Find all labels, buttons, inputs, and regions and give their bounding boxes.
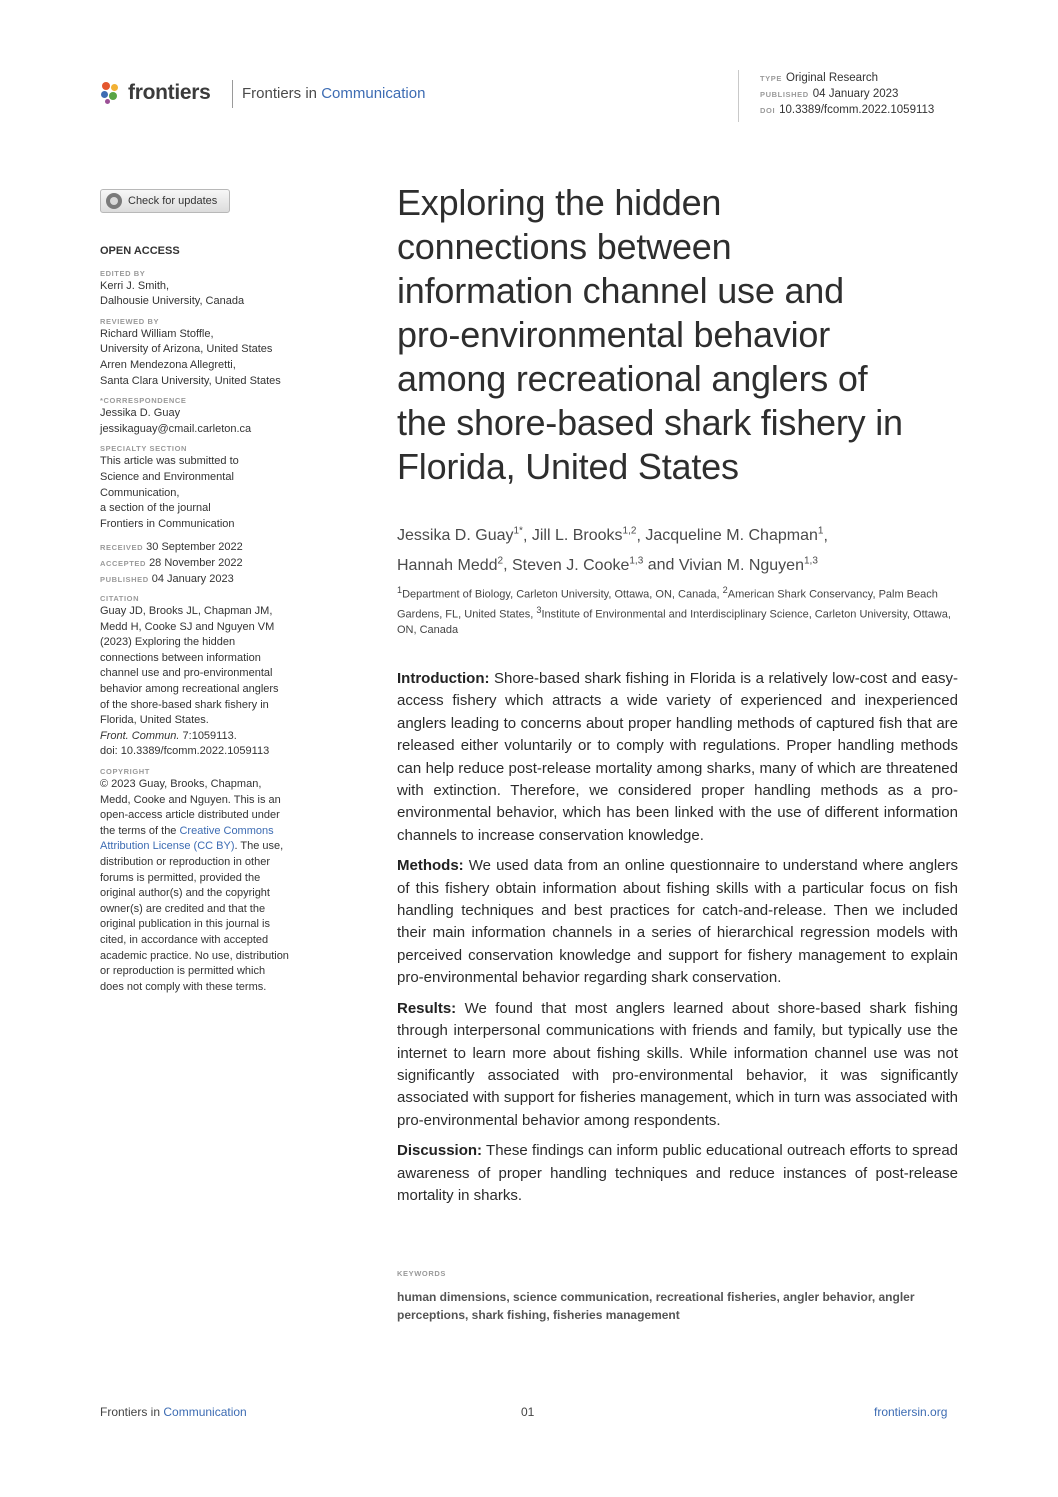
footer-journal-name[interactable]: Frontiers in Communication (100, 1405, 247, 1419)
copyright: © 2023 Guay, Brooks, Chapman, Medd, Cooke and Nguyen. This is an open-access article distributed under the terms of the Creative Commons Attribution License (CC BY). The use, distribution or reproduction in other forums is permitted, provided the original author(s) and the copyright owner(s) are credited and that the original publication in this journal is cited, in accordance with accepted academic practice. No use, distribution or reproduction is permitted which does not comply with these terms. (100, 778, 289, 993)
abstract-discussion: Discussion: These findings can inform public educational outreach efforts to spread awareness of proper handling techniques and reduce instances of post-release mortality in sharks. (397, 1142, 958, 1204)
footer-site-link[interactable]: frontiersin.org (874, 1405, 948, 1419)
article-dates: RECEIVED 30 September 2022 ACCEPTED 28 November 2022 PUBLISHED 04 January 2023 (100, 541, 243, 585)
check-updates-icon (106, 193, 122, 209)
page-number: 01 (521, 1405, 535, 1419)
citation-doi[interactable]: doi: 10.3389/fcomm.2022.1059113 (100, 745, 270, 758)
abstract-introduction: Introduction: Shore-based shark fishing in Florida is a relatively low-cost and easy-access fishery which attracts a wide variety of experienced and inexperienced anglers leading to concerns about proper handling methods of captured fish that are released either voluntarily or to comply with regulations. Proper handling methods can help reduce post-release mortality among sharks, many of which are threatened with extinction. Therefore, we considered proper handling methods as a pro-environmental behavior, which has been linked with the use of different information channels to increase conservation knowledge. (397, 670, 958, 844)
abstract-methods: Methods: We used data from an online questionnaire to understand where anglers of this fishery obtain information about fishing skills with a particular focus on fish handling techniques and best practices for catch-and-release. Then we included their main information channels in a series of hierarchical regression models with perceived conservation knowledge and support for fishery management to explain pro-environmental behavior regarding shark conservation. (397, 857, 958, 987)
reviewed-by: Richard William Stoffle, University of Arizona, United States Arren Mendezona Allegretti, Santa Clara University, United States (100, 327, 281, 387)
author-list: Jessika D. Guay$^{1*}$, Jill L. Brooks$^{1,2}$, Jacqueline M. Chapman$^1$, Hannah Medd$^2$, Steven J. Cooke$^{1,3}$ and Vivian M. Nguyen$^{1,3}$ (397, 526, 828, 574)
keywords-label: KEYWORDS (397, 1269, 446, 1278)
author[interactable]: Jessika D. Guay$^{1*}$ (397, 526, 523, 545)
author[interactable]: Vivian M. Nguyen$^{1,3}$ (678, 555, 818, 574)
logo-wordmark: frontiers (128, 81, 211, 104)
article-info-sidebar (100, 244, 335, 995)
specialty-section: This article was submitted to Science and Environmental Communication, a section of the journal Frontiers in Communication (100, 455, 239, 530)
abstract (397, 668, 958, 1215)
author[interactable]: Jacqueline M. Chapman$^1$ (645, 526, 824, 545)
abstract-results: Results: We found that most anglers learned about shore-based shark fishing through interpersonal communications with friends and family, but typically use the internet to learn more about fishing skills. While information channel use was not significantly associated with pro-environmental behavior, it was significantly associated with support for fisheries management, which in turn was associated with pro-environmental behavior among respondents. (397, 999, 958, 1129)
meta-divider (738, 70, 739, 122)
cc-license-link[interactable]: Creative Commons (179, 824, 274, 837)
journal-name-prefix: Frontiers in (242, 85, 322, 102)
open-access-label: OPEN ACCESS (100, 245, 180, 257)
specialty-section-label: SPECIALTY SECTION (100, 444, 188, 454)
author[interactable]: Hannah Medd$^2$ (397, 555, 504, 574)
article-title: Exploring the hidden connections between information channel use and pro-environmental behavior among recreational anglers of the shore-based shark fishery in Florida, United States (397, 182, 903, 487)
reviewed-by-label: REVIEWED BY (100, 316, 160, 326)
edited-by-label: EDITED BY (100, 268, 146, 278)
correspondence: Jessika D. Guay jessikaguay@cmail.carleton.ca (100, 406, 335, 437)
header-divider (232, 80, 233, 108)
citation: Guay JD, Brooks JL, Chapman JM, Medd H, Cooke SJ and Nguyen VM (2023) Exploring the hidden connections between information channel use and pro-environmental behavior among recreational anglers of the shore-based shark fishery in Florida, United States. Front. Commun. 7:1059113. doi: 10.3389/fcomm.2022.1059113 (100, 604, 335, 760)
author[interactable]: Jill L. Brooks$^{1,2}$ (531, 526, 637, 545)
cc-license-link-cont[interactable]: Attribution License (CC BY) (100, 840, 235, 853)
meta-published: PUBLISHED 04 January 2023 (760, 88, 899, 100)
frontiers-logo[interactable] (100, 78, 210, 108)
check-updates-label: Check for updates (128, 195, 218, 207)
check-for-updates-button[interactable] (100, 189, 230, 213)
citation-label: CITATION (100, 594, 140, 604)
correspondence-label: *CORRESPONDENCE (100, 396, 187, 406)
journal-name-accent: Communication (321, 85, 426, 102)
keywords: human dimensions, science communication, recreational fisheries, angler behavior, angler perceptions, shark fishing, fisheries management (397, 1290, 915, 1322)
copyright-label: COPYRIGHT (100, 767, 150, 777)
meta-doi[interactable]: DOI 10.3389/fcomm.2022.1059113 (760, 104, 935, 116)
journal-name[interactable] (242, 85, 425, 102)
meta-type: TYPE Original Research (760, 72, 879, 84)
correspondence-email[interactable]: jessikaguay@cmail.carleton.ca (100, 422, 252, 435)
edited-by: Kerri J. Smith, Dalhousie University, Canada (100, 279, 245, 308)
frontiers-logo-icon (100, 81, 124, 105)
affiliations: $^1$Department of Biology, Carleton University, Ottawa, ON, Canada, $^2$American Shark Conservancy, Palm Beach Gardens, FL, United States, $^3$Institute of Environmental and Interdisciplinary Science, Carleton University, Ottawa, ON, Canada (397, 585, 951, 637)
author[interactable]: Steven J. Cooke$^{1,3}$ (511, 555, 644, 574)
